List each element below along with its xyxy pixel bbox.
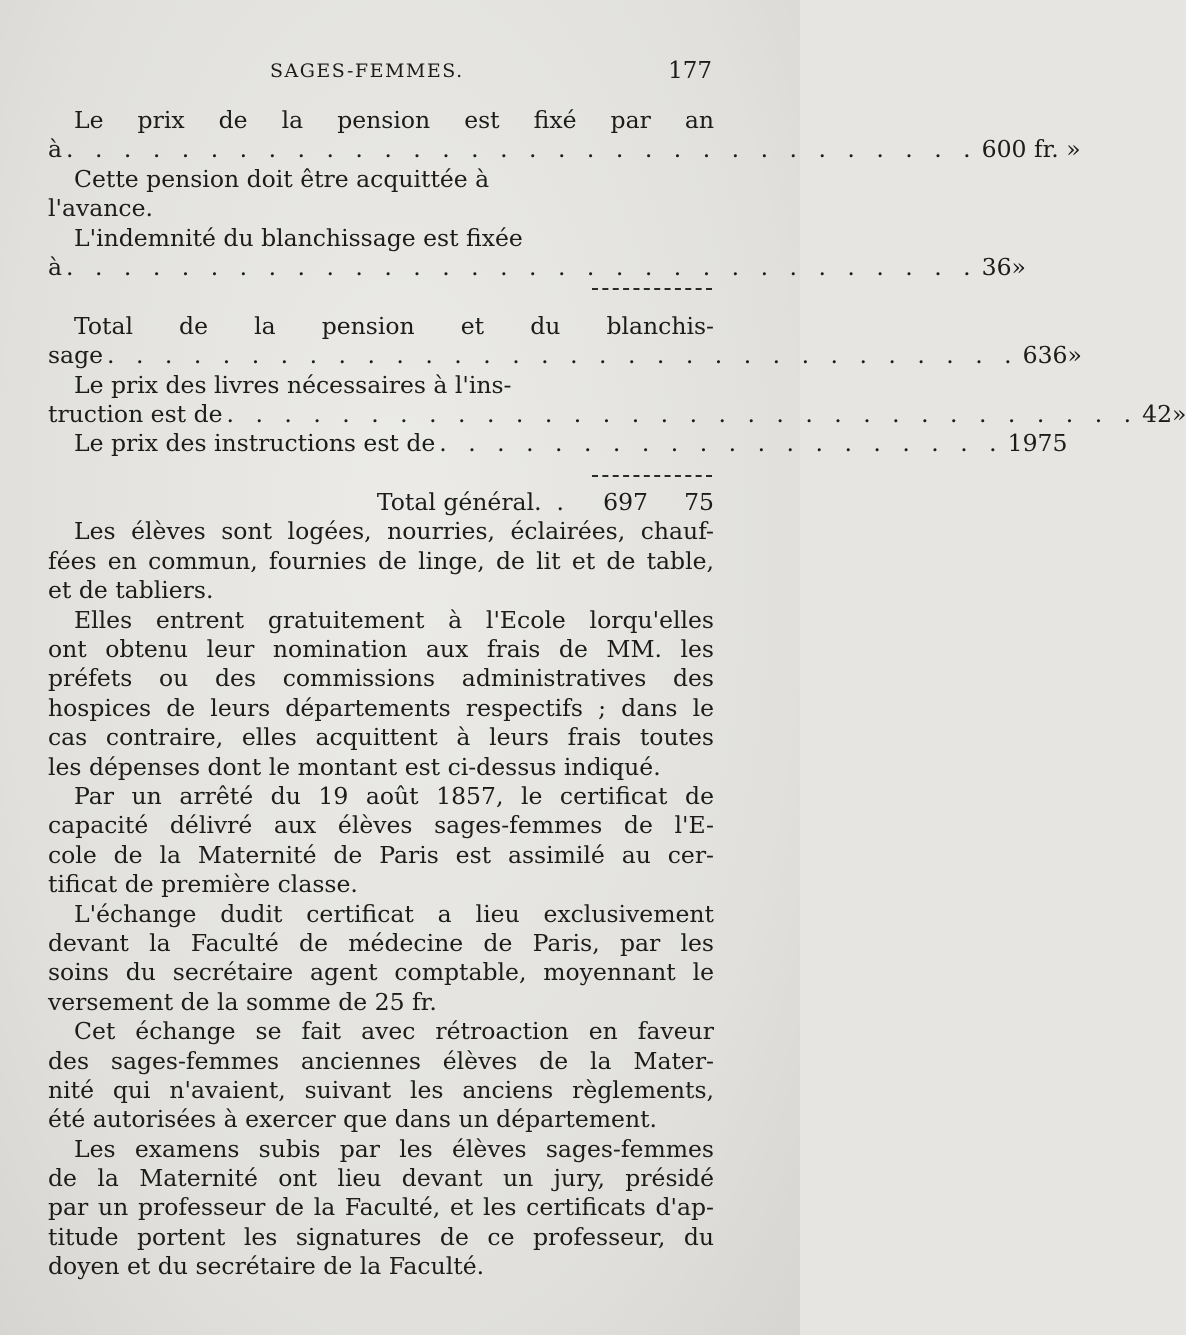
instructions-amount: 19 xyxy=(1007,429,1038,458)
paragraph-line: nité qui n'avaient, suivant les anciens règlements, xyxy=(48,1075,714,1104)
paragraph-line: hospices de leurs départements respectifs ; dans le xyxy=(48,693,714,722)
grand-total-dot: . xyxy=(556,488,564,517)
livres-line: Le prix des livres nécessaires à l'ins- xyxy=(74,370,512,399)
paragraph-line: Les élèves sont logées, nourries, éclairées, chauf- xyxy=(74,517,714,546)
pension-amount: 600 fr. » xyxy=(981,135,1081,164)
page-header xyxy=(50,60,712,90)
pension-line: Le prix de la pension est fixé par an xyxy=(74,106,714,134)
sum-rule xyxy=(48,459,714,488)
paragraph-line: soins du secrétaire agent comptable, moyennant le xyxy=(48,958,714,987)
paragraph-line: Cet échange se fait avec rétroaction en faveur xyxy=(74,1017,714,1046)
livres-amount: 42 xyxy=(1142,399,1173,428)
paragraph-line: capacité délivré aux élèves sages-femmes de l'E- xyxy=(48,811,714,840)
paragraph-line: Elles entrent gratuitement à l'Ecole lorqu'elles xyxy=(74,605,714,634)
paragraph-line: cole de la Maternité de Paris est assimilé au cer- xyxy=(48,840,714,869)
paragraph-line: Par un arrêté du 19 août 1857, le certificat de xyxy=(74,781,714,810)
grand-total-label xyxy=(48,488,578,517)
paragraph-line: et de tabliers. xyxy=(48,576,214,605)
paragraph-line: fées en commun, fournies de linge, de lit et de table, xyxy=(48,546,714,575)
subtotal-line: Total de la pension et du blanchis- xyxy=(74,311,714,340)
paragraph-line: tificat de première classe. xyxy=(48,870,358,899)
paragraph xyxy=(48,782,714,900)
livres-amount-row xyxy=(48,399,1186,429)
paragraph-line: versement de la somme de 25 fr. xyxy=(48,987,437,1016)
paragraph-line: Les examens subis par les élèves sages-femmes xyxy=(74,1134,714,1163)
page-body xyxy=(48,106,1186,1282)
running-head: SAGES-FEMMES. xyxy=(270,60,464,82)
paragraph-line: préfets ou des commissions administratives des xyxy=(48,664,714,693)
subtotal-cents: » xyxy=(1067,341,1082,370)
pension-note-line: l'avance. xyxy=(48,194,153,223)
blanchissage-amount: 36 xyxy=(981,252,1012,281)
paragraph-line: par un professeur de la Faculté, et les certificats d'ap- xyxy=(48,1193,714,1222)
livres-label: truction est de xyxy=(48,399,223,428)
paragraph xyxy=(48,1017,714,1135)
paragraph-line: les dépenses dont le montant est ci-dessus indiqué. xyxy=(48,752,661,781)
dot-leader: . . . . . . . . . . . . . . . . . . . . xyxy=(439,429,1004,458)
dot-leader: . . . . . . . . . . . . . . . . . . . . . . . . . . . . . . . . xyxy=(66,135,978,164)
sum-rule xyxy=(48,282,714,311)
livres-cents: » xyxy=(1172,399,1186,428)
paragraph-line: de la Maternité ont lieu devant un jury, présidé xyxy=(48,1164,714,1193)
paragraph xyxy=(48,1135,714,1282)
subtotal-label: sage xyxy=(48,341,104,370)
dot-leader: . . . . . . . . . . . . . . . . . . . . . . . . . . . . . . . . xyxy=(66,252,978,281)
paragraph-line: ont obtenu leur nomination aux frais de MM. les xyxy=(48,635,714,664)
pension-label: à xyxy=(48,135,63,164)
pension-amount-row xyxy=(48,135,1081,164)
paragraph xyxy=(48,517,714,605)
grand-total-label-text: Total général. xyxy=(376,488,542,517)
paragraph xyxy=(48,900,714,1018)
subtotal-amount-row xyxy=(48,341,1082,370)
blanchissage-cents: » xyxy=(1011,252,1026,281)
paragraph-line: titude portent les signatures de ce professeur, du xyxy=(48,1222,714,1251)
paragraph-line: devant la Faculté de médecine de Paris, par les xyxy=(48,928,714,957)
subtotal-amount: 636 xyxy=(1022,341,1068,370)
paragraph-line: des sages-femmes anciennes élèves de la Mater- xyxy=(48,1046,714,1075)
instructions-label: Le prix des instructions est de xyxy=(74,429,436,458)
dot-leader: . . . . . . . . . . . . . . . . . . . . . . . . . . . . . . . . xyxy=(107,341,1019,370)
pension-note-line: Cette pension doit être acquittée à xyxy=(74,164,490,193)
blanchissage-line: L'indemnité du blanchissage est fixée xyxy=(74,223,523,252)
paragraph-line: cas contraire, elles acquittent à leurs frais toutes xyxy=(48,723,714,752)
blanchissage-label: à xyxy=(48,252,63,281)
dot-leader: . . . . . . . . . . . . . . . . . . . . . . . . . . . . . . . . xyxy=(226,399,1139,428)
page-number: 177 xyxy=(668,58,712,84)
paragraph xyxy=(48,606,714,782)
grand-total-row xyxy=(48,488,714,517)
grand-total-cents: 75 xyxy=(684,488,714,517)
paragraph-line: L'échange dudit certificat a lieu exclusivement xyxy=(74,899,714,928)
instructions-cents: 75 xyxy=(1037,429,1068,458)
blanchissage-amount-row xyxy=(48,252,1026,282)
grand-total-amount: 697 xyxy=(603,488,648,517)
paragraph-line: doyen et du secrétaire de la Faculté. xyxy=(48,1252,485,1281)
instructions-amount-row xyxy=(48,429,1068,458)
body-paragraphs xyxy=(48,517,714,1281)
paragraph-line: été autorisées à exercer que dans un département. xyxy=(48,1105,658,1134)
